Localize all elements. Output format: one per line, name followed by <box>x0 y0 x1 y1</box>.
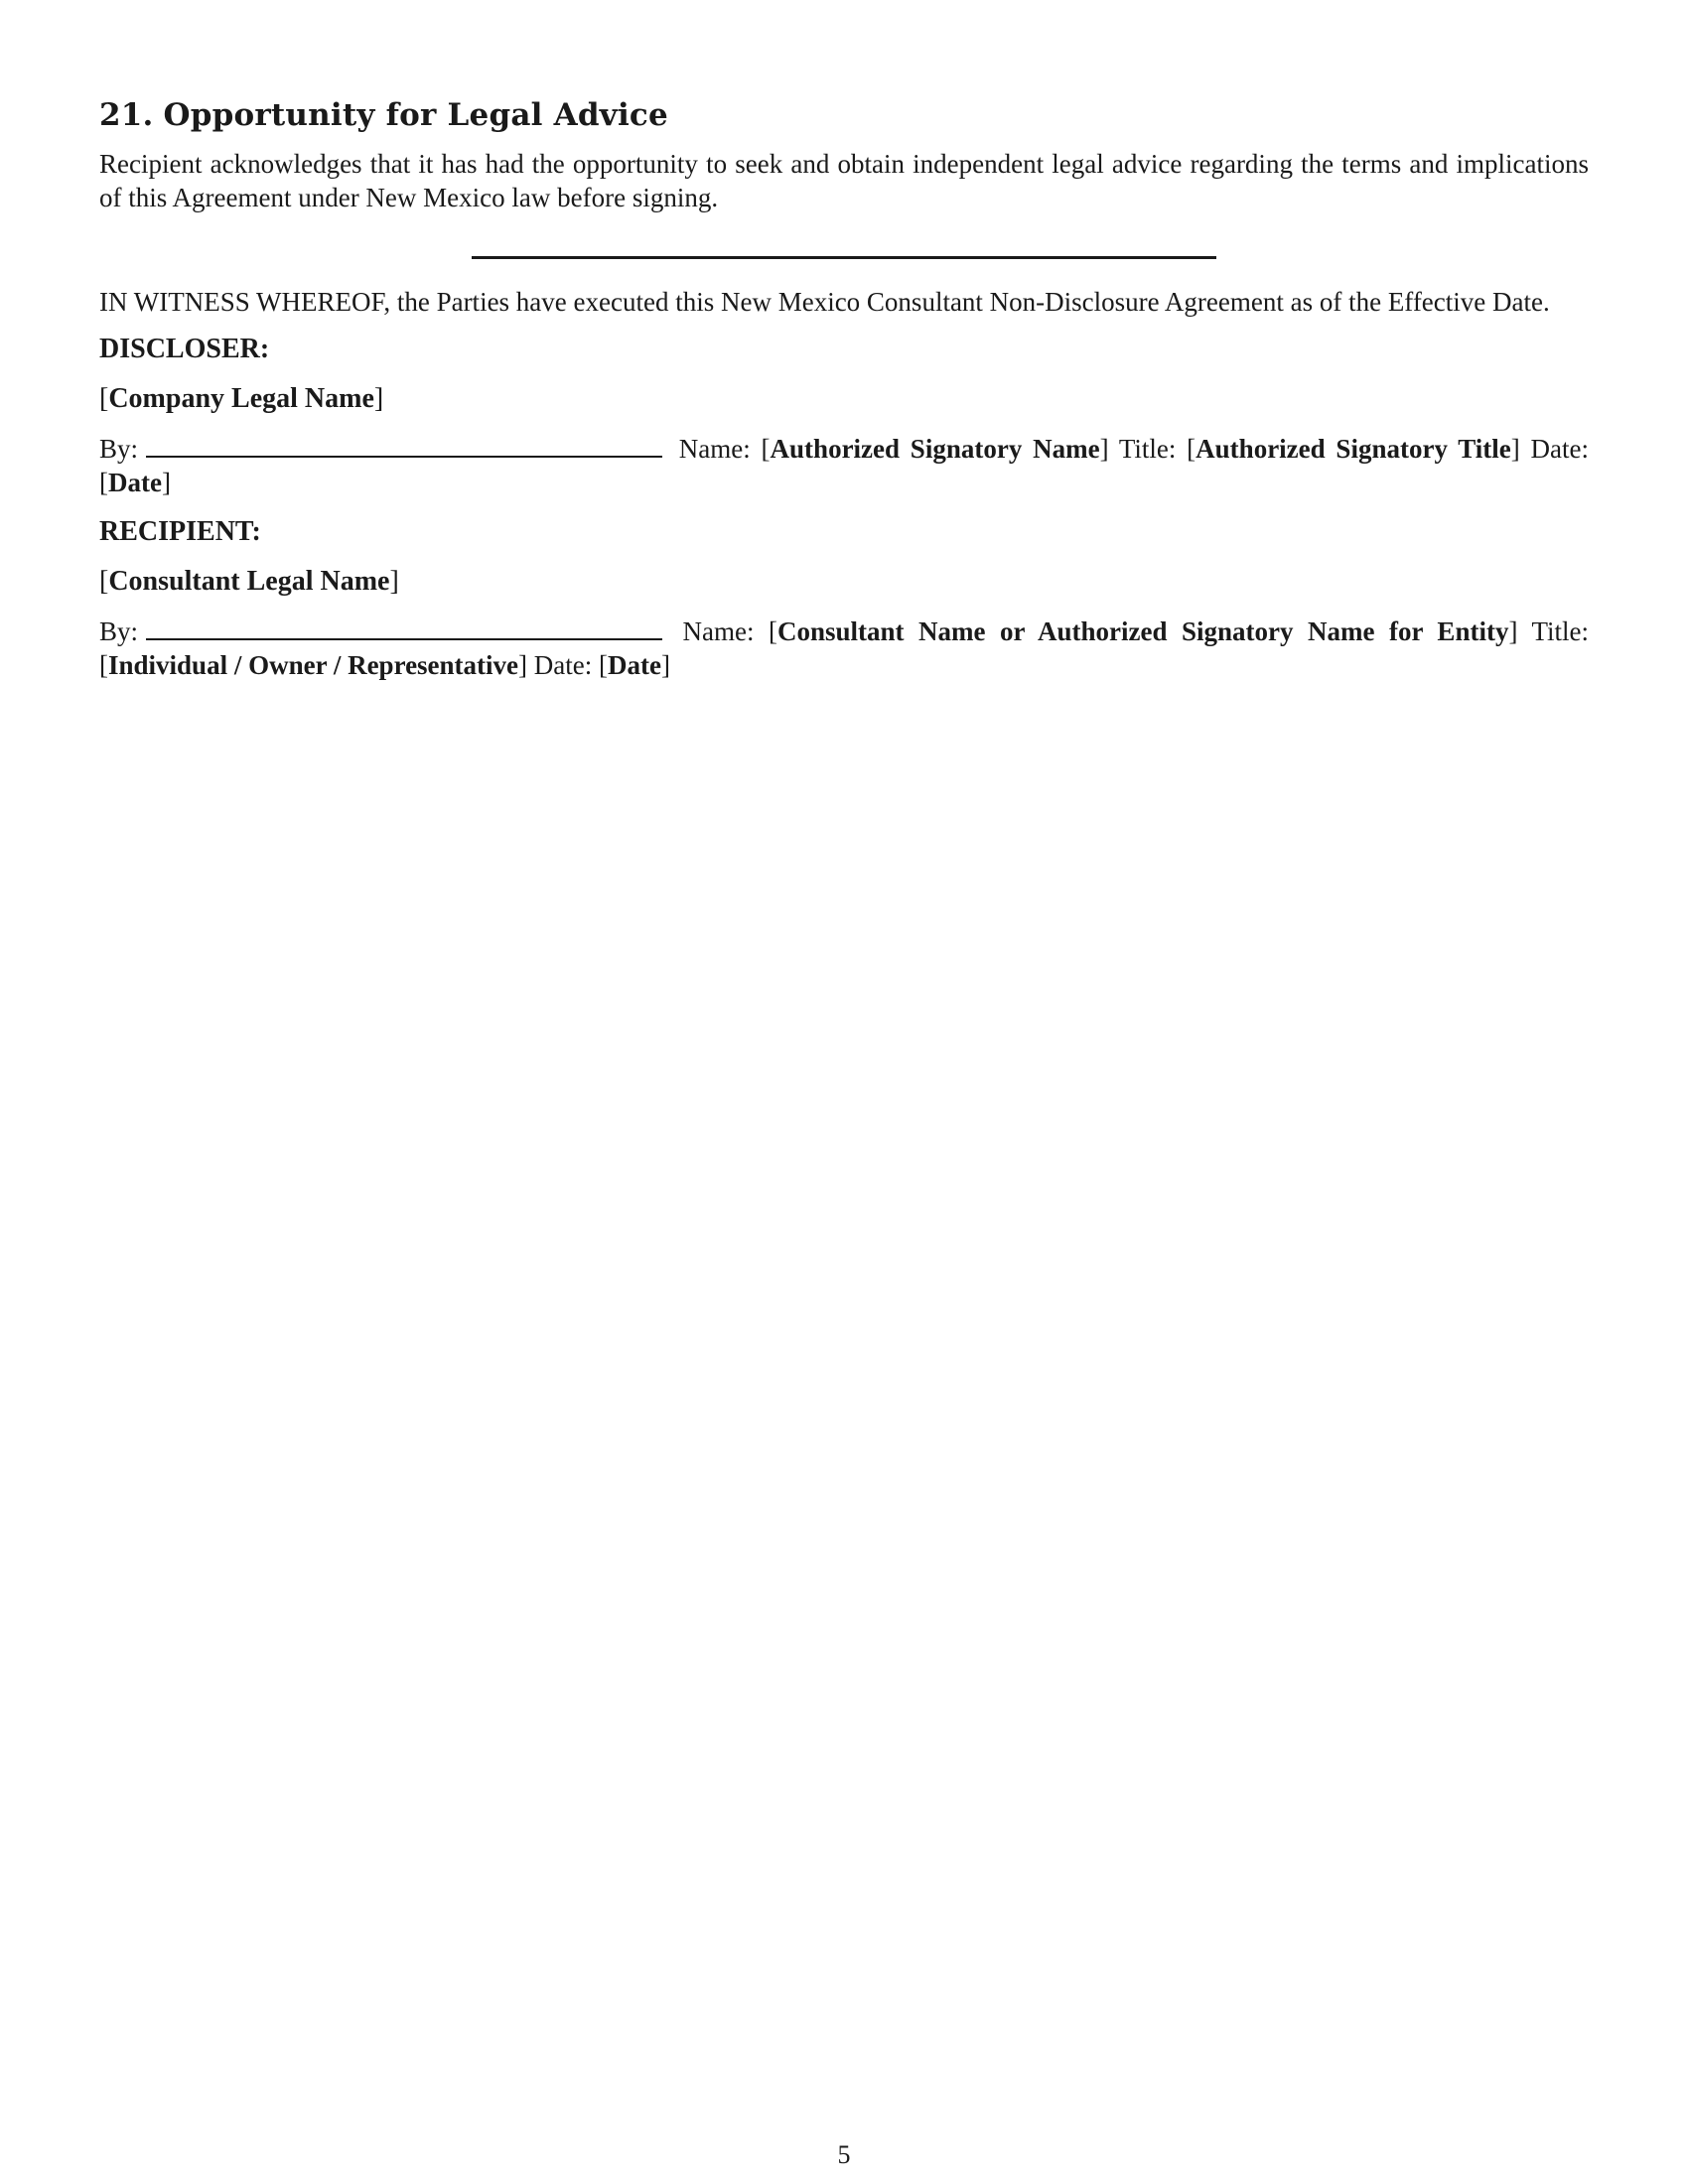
recipient-name-label: Name: <box>682 616 755 646</box>
recipient-date-value: Date <box>608 650 661 680</box>
discloser-signatory-title: Authorized Signatory Title <box>1196 434 1511 464</box>
recipient-signatory-name: Consultant Name or Authorized Signatory Name for Entity <box>777 616 1509 646</box>
page-number: 5 <box>837 2140 851 2169</box>
section-heading <box>99 95 1589 135</box>
discloser-date-label: Date: <box>1530 434 1589 464</box>
section-title: Opportunity for Legal Advice <box>163 97 668 133</box>
recipient-label: RECIPIENT: <box>99 516 261 547</box>
discloser-label: DISCLOSER: <box>99 334 270 364</box>
section-number: 21. <box>99 97 154 133</box>
recipient-party-name: [Consultant Legal Name] <box>99 566 399 597</box>
discloser-by-label: By: <box>99 434 139 464</box>
recipient-signature-line: By: Name: [Consultant Name or Authorized Signatory Name for Entity] Title: [Individual / Owner / Representative] Date: [Date] <box>99 616 1589 680</box>
recipient-by-label: By: <box>99 616 139 646</box>
recipient-consultant-name: Consultant Legal Name <box>108 566 390 597</box>
discloser-name-label: Name: <box>678 434 751 464</box>
discloser-date-value: Date <box>108 468 162 497</box>
recipient-signature-blank[interactable] <box>146 616 662 640</box>
document-page <box>99 95 1589 698</box>
discloser-signature-blank[interactable] <box>146 434 662 458</box>
discloser-party-name: [Company Legal Name] <box>99 383 384 414</box>
discloser-signatory-name: Authorized Signatory Name <box>770 434 1100 464</box>
discloser-company-name: Company Legal Name <box>108 383 374 414</box>
discloser-signature-line: By: Name: [Authorized Signatory Name] Title: [Authorized Signatory Title] Date: [Date] <box>99 434 1589 497</box>
witness-clause: IN WITNESS WHEREOF, the Parties have executed this New Mexico Consultant Non-Disclosure Agreement as of the Effective Date. <box>99 287 1550 317</box>
recipient-signatory-title: Individual / Owner / Representative <box>108 650 519 680</box>
section-body: Recipient acknowledges that it has had the opportunity to seek and obtain independent legal advice regarding the terms and implications of this Agreement under New Mexico law before signing. <box>99 149 1589 212</box>
discloser-title-label: Title: <box>1118 434 1177 464</box>
horizontal-rule <box>472 256 1216 259</box>
recipient-date-label: Date: <box>533 650 593 680</box>
recipient-title-label: Title: <box>1531 616 1589 646</box>
